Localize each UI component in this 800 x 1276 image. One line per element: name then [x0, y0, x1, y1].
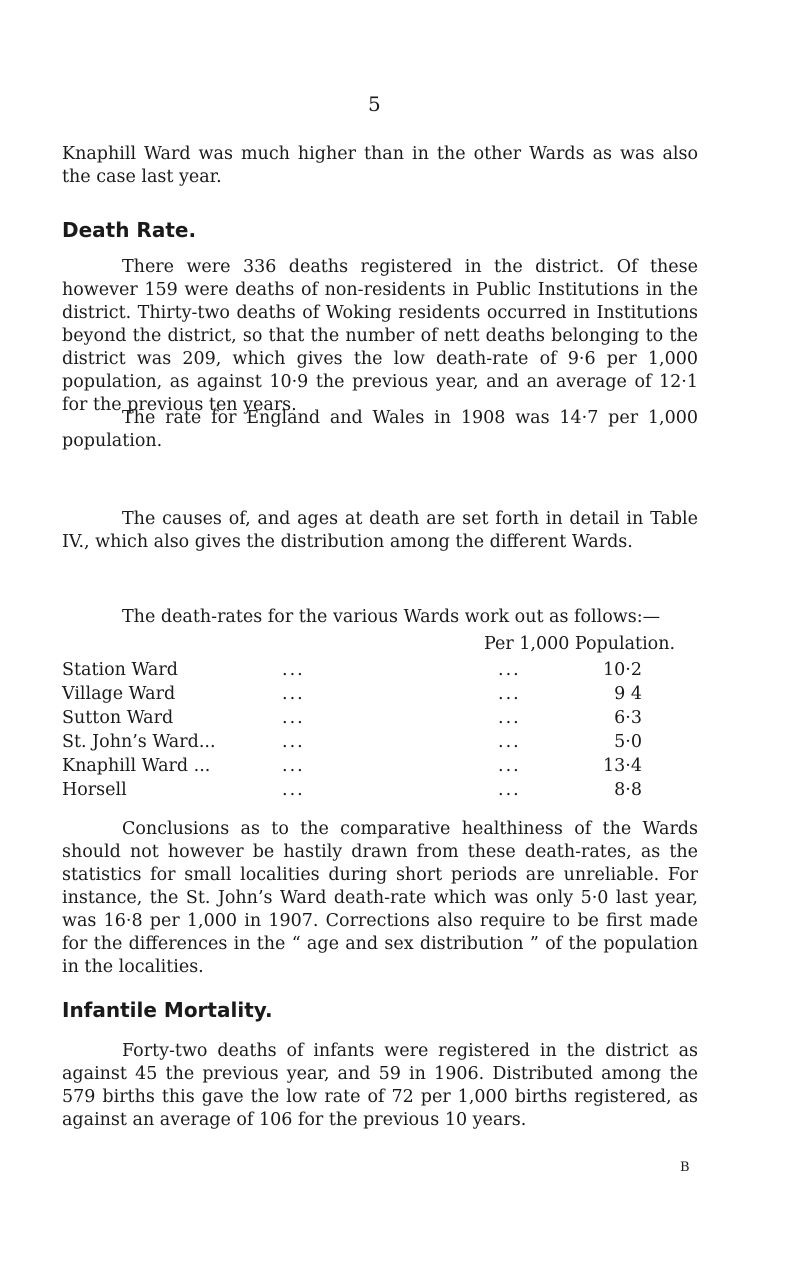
death-rate-paragraph-4: The death-rates for the various Wards work out as follows:— — [122, 607, 661, 627]
leader-dots: ... — [498, 780, 521, 800]
leader-dots: ... — [498, 660, 521, 680]
death-rate-paragraph-3: The causes of, and ages at death are set forth in detail in Table IV., which also gives the distribution among the different Wards. — [62, 509, 698, 552]
ward-name: Station Ward — [62, 660, 178, 680]
ward-rate: 10·2 — [603, 660, 642, 680]
ward-rate: 9 4 — [614, 684, 642, 704]
signature-mark: B — [680, 1160, 690, 1175]
intro-paragraph: Knaphill Ward was much higher than in the other Wards as was also the case last year. — [62, 144, 698, 187]
ward-name: Knaphill Ward ... — [62, 756, 211, 776]
table-row — [62, 708, 702, 731]
leader-dots: ... — [282, 708, 305, 728]
ward-name: Horsell — [62, 780, 127, 800]
infantile-mortality-paragraph: Forty-two deaths of infants were registered in the district as against 45 the previous year, and 59 in 1906. Distributed among the 579 births this gave the low rate of 72 per 1,000 births registered, as against an average of 106 for the previous 10 years. — [62, 1041, 698, 1130]
ward-rate: 13·4 — [603, 756, 642, 776]
table-header: Per 1,000 Population. — [484, 634, 676, 654]
leader-dots: ... — [282, 684, 305, 704]
ward-rate: 8·8 — [614, 780, 642, 800]
ward-name: St. John’s Ward... — [62, 732, 216, 752]
ward-rate: 5·0 — [614, 732, 642, 752]
table-row — [62, 660, 702, 683]
leader-dots: ... — [498, 732, 521, 752]
leader-dots: ... — [282, 732, 305, 752]
leader-dots: ... — [498, 708, 521, 728]
table-row — [62, 780, 702, 803]
conclusions-paragraph: Conclusions as to the comparative healthiness of the Wards should not however be hastily drawn from these death-rates, as the statistics for small localities during short periods are unreliable. For instance, the St. John’s Ward death-rate which was only 5·0 last year, was 16·8 per 1,000 in 1907. Corrections also require to be first made for the differences in the “ age and sex distribution ” of the population in the localities. — [62, 819, 698, 977]
death-rate-paragraph-2: The rate for England and Wales in 1908 was 14·7 per 1,000 population. — [62, 408, 698, 451]
infantile-mortality-heading: Infantile Mortality. — [62, 998, 273, 1022]
page-number: 5 — [368, 92, 381, 116]
table-row — [62, 756, 702, 779]
leader-dots: ... — [498, 684, 521, 704]
ward-name: Village Ward — [62, 684, 176, 704]
leader-dots: ... — [282, 660, 305, 680]
leader-dots: ... — [282, 756, 305, 776]
death-rate-heading: Death Rate. — [62, 218, 197, 242]
ward-name: Sutton Ward — [62, 708, 174, 728]
table-row — [62, 732, 702, 755]
ward-rate: 6·3 — [614, 708, 642, 728]
table-row — [62, 684, 702, 707]
leader-dots: ... — [498, 756, 521, 776]
leader-dots: ... — [282, 780, 305, 800]
death-rate-paragraph-1: There were 336 deaths registered in the district. Of these however 159 were deaths of non-residents in Public Institutions in the district. Thirty-two deaths of Woking residents occurred in Institutions beyond the district, so that the number of nett deaths belonging to the district was 209, which gives the low death-rate of 9·6 per 1,000 population, as against 10·9 the previous year, and an average of 12·1 for the previous ten years. — [62, 257, 698, 415]
